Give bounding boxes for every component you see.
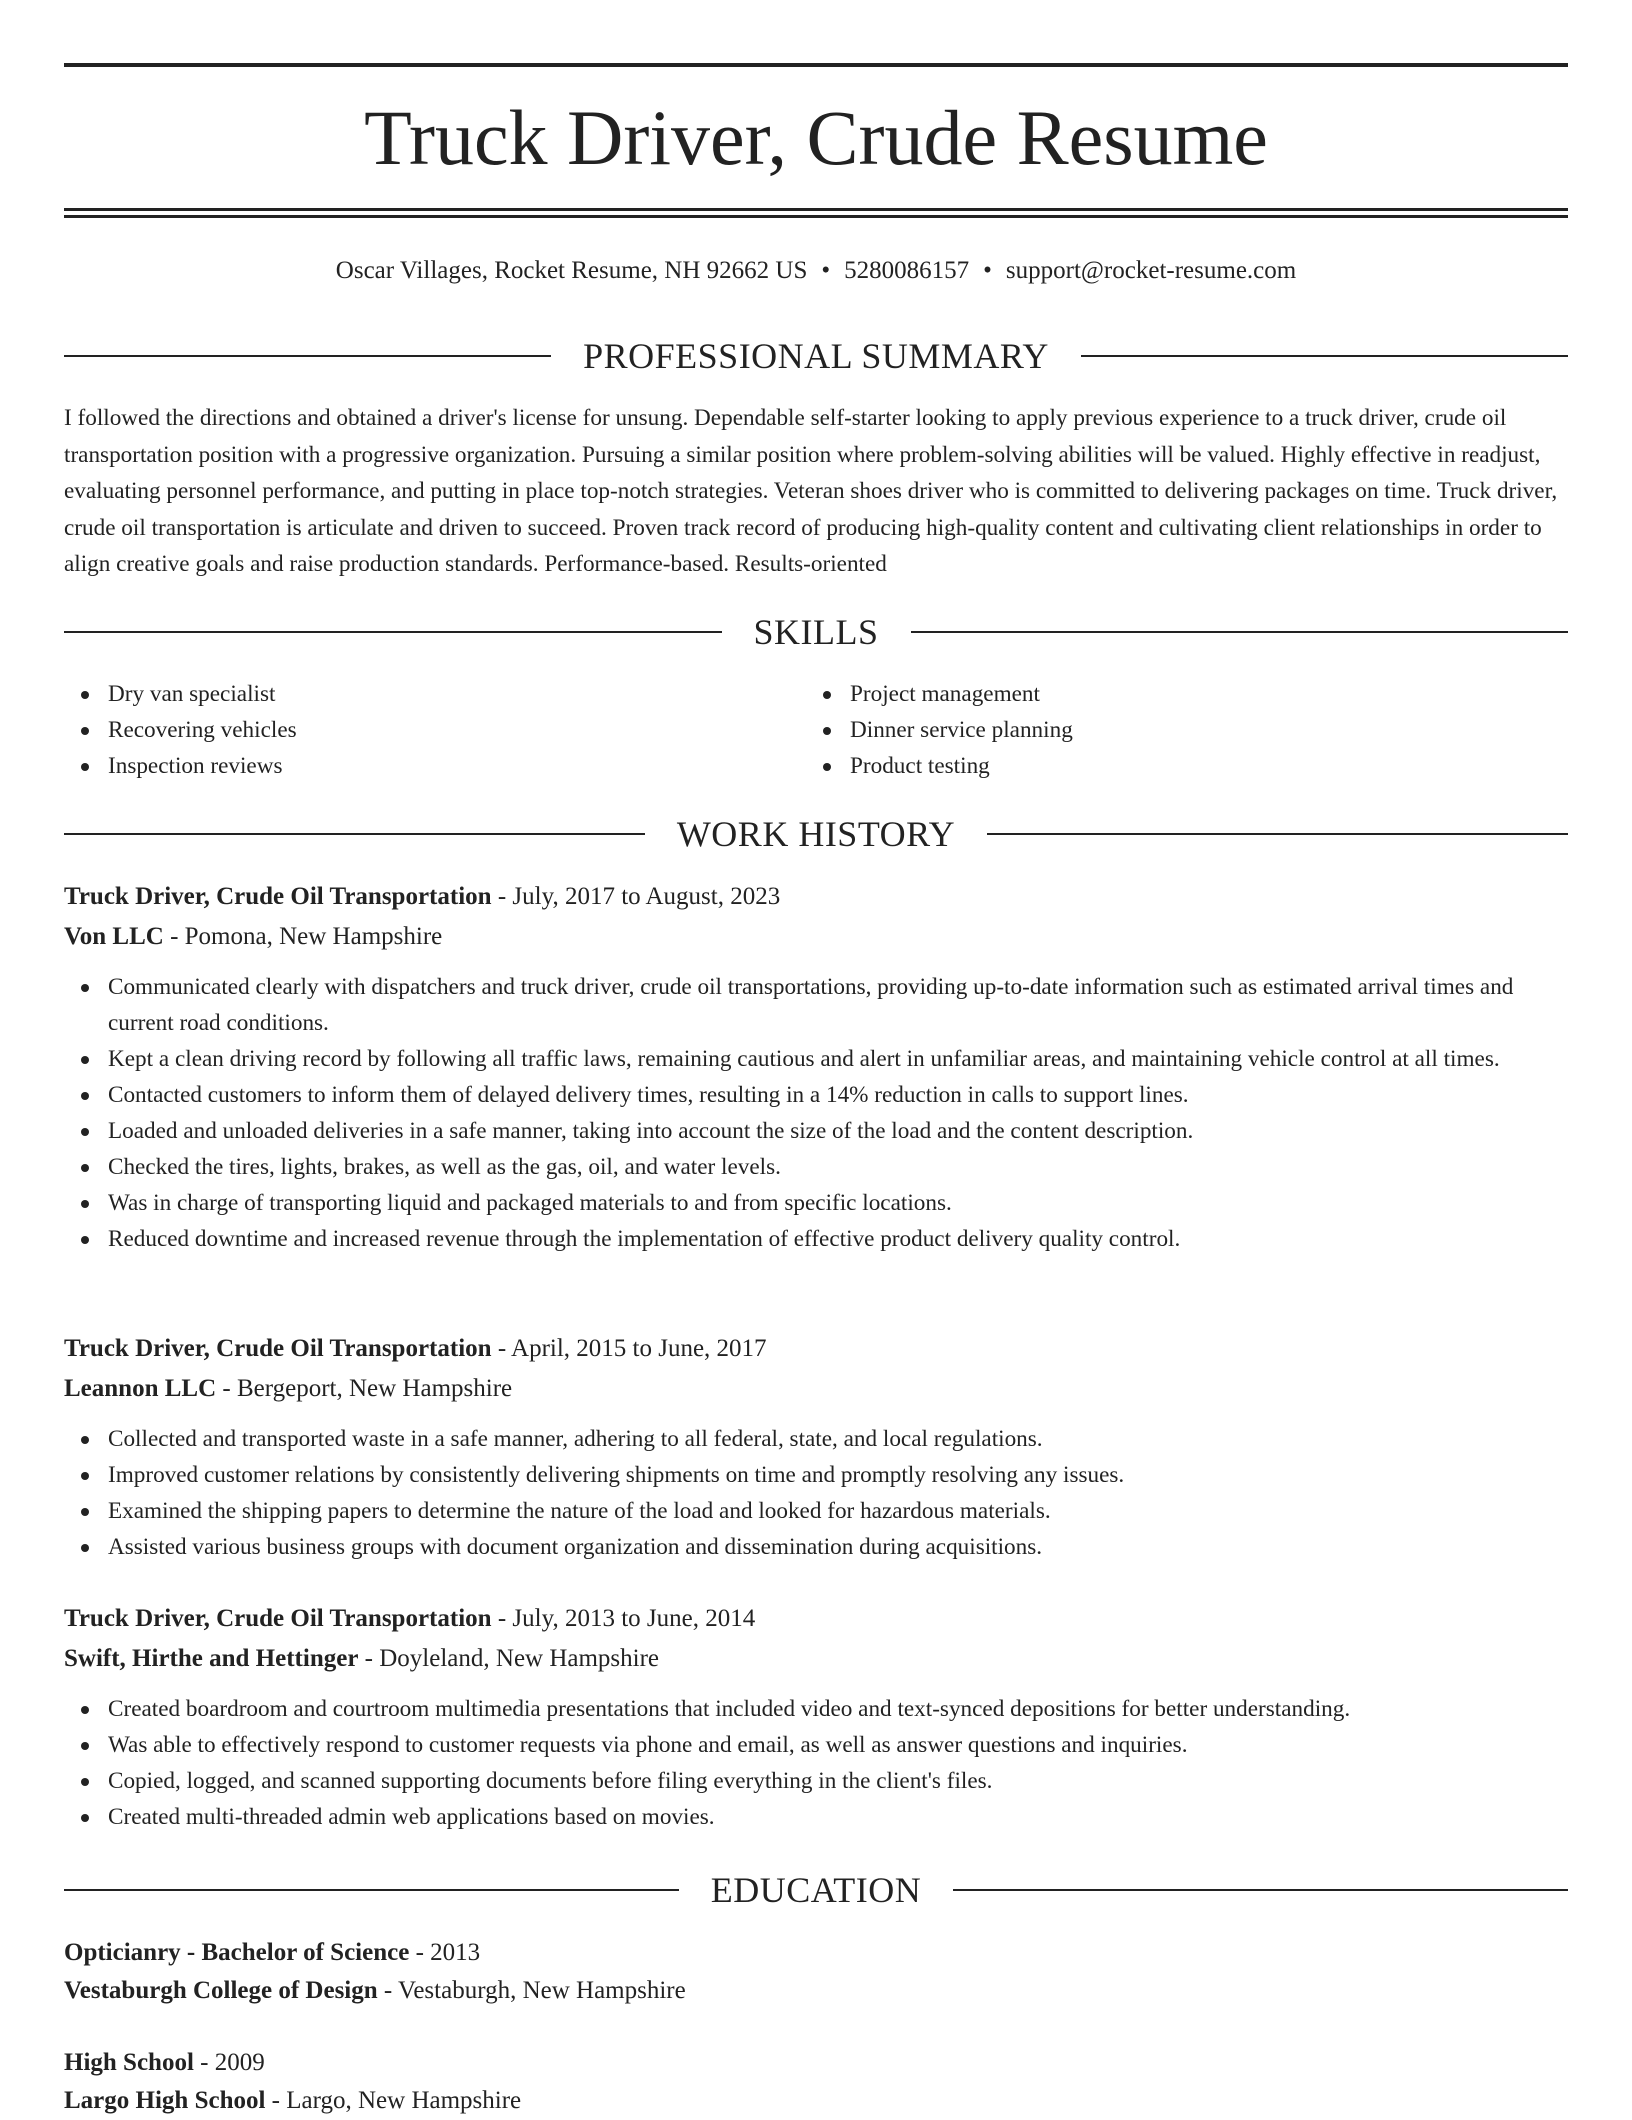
job-title-line: [64, 1599, 1568, 1639]
job-bullet: Communicated clearly with dispatchers and truck driver, crude oil transportations, providing up-to-date information such as estimated arrival times and current road conditions.: [64, 969, 1568, 1041]
job-bullet: Created multi-threaded admin web applications based on movies.: [64, 1799, 1568, 1835]
job-company-line: [64, 1369, 1568, 1409]
job-bullet: Created boardroom and courtroom multimedia presentations that included video and text-synced depositions for better understanding.: [64, 1691, 1568, 1727]
job-location: - Bergeport, New Hampshire: [216, 1375, 513, 1402]
job-bullets: [64, 1691, 1568, 1835]
job-company-line: [64, 1639, 1568, 1679]
job-bullet: Kept a clean driving record by following all traffic laws, remaining cautious and alert in unfamiliar areas, and maintaining vehicle control at all times.: [64, 1041, 1568, 1077]
job-company: Swift, Hirthe and Hettinger: [64, 1645, 359, 1672]
education-school-line: [64, 1972, 1568, 2010]
heading-rule: [64, 355, 551, 357]
heading-rule: [987, 833, 1568, 835]
skill-item: Dry van specialist: [64, 676, 764, 712]
heading-rule: [953, 1889, 1568, 1891]
job-bullet: Copied, logged, and scanned supporting documents before filing everything in the client's files.: [64, 1763, 1568, 1799]
skill-item: Dinner service planning: [806, 712, 1506, 748]
education-entry: [64, 2044, 1568, 2120]
job-entry: [64, 1329, 1568, 1565]
skills-heading: [64, 610, 1568, 654]
job-title-line: [64, 877, 1568, 917]
job-bullets: [64, 1421, 1568, 1565]
page-title: Truck Driver, Crude Resume: [364, 94, 1268, 181]
job-bullet: Loaded and unloaded deliveries in a safe manner, taking into account the size of the load and the content description.: [64, 1113, 1568, 1149]
skills-heading-label: SKILLS: [753, 612, 879, 652]
job-entry: [64, 1599, 1568, 1835]
job-dates: - July, 2017 to August, 2023: [491, 883, 781, 910]
work-heading: [64, 812, 1568, 856]
contact-address: Oscar Villages, Rocket Resume, NH 92662 US: [335, 257, 808, 284]
education-location: - Largo, New Hampshire: [265, 2087, 522, 2114]
job-bullet: Reduced downtime and increased revenue through the implementation of effective product delivery quality control.: [64, 1221, 1568, 1257]
heading-rule: [64, 833, 645, 835]
job-bullets: [64, 969, 1568, 1257]
skill-item: Project management: [806, 676, 1506, 712]
contact-separator: •: [983, 257, 992, 284]
job-dates: - April, 2015 to June, 2017: [491, 1335, 767, 1362]
education-school: Vestaburgh College of Design: [64, 1977, 378, 2004]
education-degree: High School: [64, 2049, 194, 2076]
skill-item: Recovering vehicles: [64, 712, 764, 748]
job-title: Truck Driver, Crude Oil Transportation: [64, 883, 492, 910]
contact-email: support@rocket-resume.com: [1005, 257, 1297, 284]
education-degree-line: [64, 1934, 1568, 1972]
job-title-line: [64, 1329, 1568, 1369]
summary-heading: [64, 334, 1568, 378]
job-bullet: Checked the tires, lights, brakes, as well as the gas, oil, and water levels.: [64, 1149, 1568, 1185]
skills-list-right: [806, 676, 1506, 784]
summary-text: I followed the directions and obtained a driver's license for unsung. Dependable self-starter looking to apply previous experience to a truck driver, crude oil transportation position with a progressive organization. Pursuing a similar position where problem-solving abilities will be valued. Highly effective in readjust, evaluating personnel performance, and putting in place top-notch strategies. Veteran shoes driver who is committed to delivering packages on time. Truck driver, crude oil transportation is articulate and driven to succeed. Proven track record of producing high-quality content and cultivating client relationships in order to align creative goals and raise production standards. Performance-based. Results-oriented: [64, 405, 1558, 577]
skill-item: Inspection reviews: [64, 748, 764, 784]
education-school-line: [64, 2082, 1568, 2120]
education-degree: Opticianry - Bachelor of Science: [64, 1939, 410, 1966]
job-entry: [64, 877, 1568, 1257]
job-bullet: Examined the shipping papers to determine the nature of the load and looked for hazardous materials.: [64, 1493, 1568, 1529]
job-bullet: Assisted various business groups with document organization and dissemination during acquisitions.: [64, 1529, 1568, 1565]
education-school: Largo High School: [64, 2087, 266, 2114]
job-title: Truck Driver, Crude Oil Transportation: [64, 1335, 492, 1362]
job-location: - Doyleland, New Hampshire: [358, 1645, 660, 1672]
job-bullet: Contacted customers to inform them of delayed delivery times, resulting in a 14% reduction in calls to support lines.: [64, 1077, 1568, 1113]
contact-separator: •: [821, 257, 831, 284]
work-heading-label: WORK HISTORY: [676, 814, 956, 854]
education-heading: [64, 1868, 1568, 1912]
job-bullet: Was able to effectively respond to customer requests via phone and email, as well as answer questions and inquiries.: [64, 1727, 1568, 1763]
job-location: - Pomona, New Hampshire: [163, 923, 443, 950]
education-year: - 2013: [409, 1939, 481, 1966]
job-bullet: Collected and transported waste in a safe manner, adhering to all federal, state, and local regulations.: [64, 1421, 1568, 1457]
top-rule: [64, 63, 1568, 67]
title-rule-lower: [64, 215, 1568, 218]
education-entry: [64, 1934, 1568, 2010]
education-heading-label: EDUCATION: [710, 1870, 922, 1910]
title-rule-upper: [64, 208, 1568, 211]
heading-rule: [64, 1889, 679, 1891]
skills-list-left: [64, 676, 764, 784]
education-year: - 2009: [193, 2049, 265, 2076]
job-bullet: Was in charge of transporting liquid and packaged materials to and from specific locations.: [64, 1185, 1568, 1221]
education-degree-line: [64, 2044, 1568, 2082]
job-company: Leannon LLC: [64, 1375, 217, 1402]
job-title: Truck Driver, Crude Oil Transportation: [64, 1605, 492, 1632]
heading-rule: [1081, 355, 1568, 357]
job-bullet: Improved customer relations by consistently delivering shipments on time and promptly resolving any issues.: [64, 1457, 1568, 1493]
summary-heading-label: PROFESSIONAL SUMMARY: [583, 336, 1049, 376]
skill-item: Product testing: [806, 748, 1506, 784]
job-company-line: [64, 917, 1568, 957]
contact-phone: 5280086157: [844, 257, 970, 284]
job-company: Von LLC: [64, 923, 164, 950]
education-location: - Vestaburgh, New Hampshire: [377, 1977, 686, 2004]
heading-rule: [911, 631, 1569, 633]
heading-rule: [64, 631, 722, 633]
contact-line: [64, 254, 1568, 288]
job-dates: - July, 2013 to June, 2014: [491, 1605, 756, 1632]
